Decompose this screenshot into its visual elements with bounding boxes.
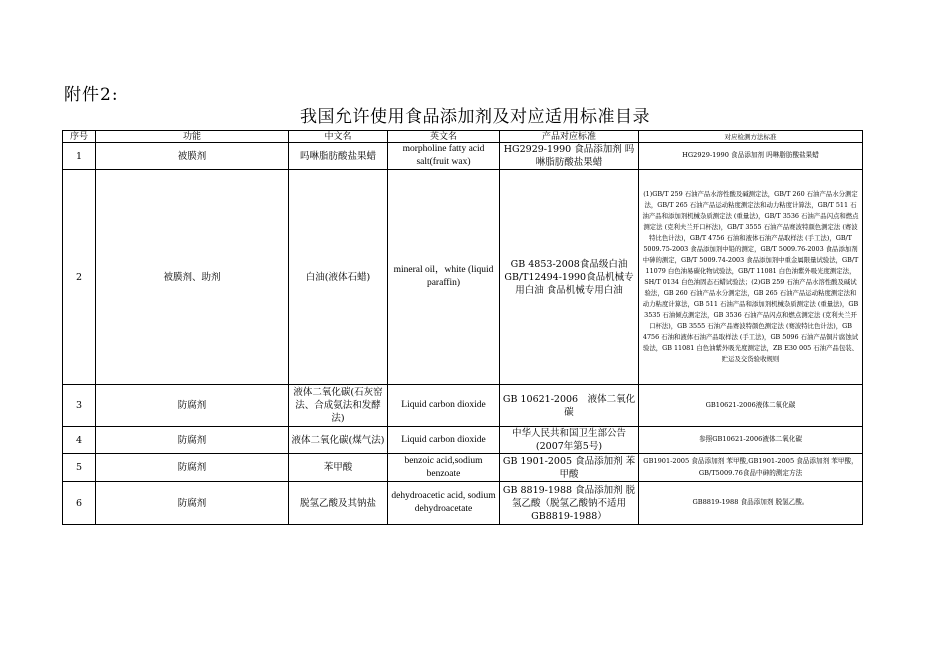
cell-cn-name: 苯甲酸: [289, 454, 388, 482]
cell-en-name: Liquid carbon dioxide: [388, 427, 500, 454]
cell-cn-name: 液体二氧化碳(石灰窑法、合成氨法和发酵法): [289, 385, 388, 427]
cell-function: 防腐剂: [96, 427, 289, 454]
cell-method-standard: GB8819-1988 食品添加剂 脱氢乙酸。: [639, 482, 863, 525]
cell-en-name: Liquid carbon dioxide: [388, 385, 500, 427]
table-row: [63, 482, 863, 525]
cell-method-standard: 参照GB10621-2006液体二氧化碳: [639, 427, 863, 454]
table-row: [63, 170, 863, 385]
cell-function: 防腐剂: [96, 482, 289, 525]
cell-no: 2: [63, 170, 96, 385]
cell-function: 防腐剂: [96, 454, 289, 482]
table-row: [63, 385, 863, 427]
additive-table: [62, 130, 863, 525]
cell-no: 6: [63, 482, 96, 525]
cell-product-standard: GB 4853-2008食品级白油 GB/T12494-1990食品机械专用白油 食品机械专用白油: [500, 170, 639, 385]
header-no: 序号: [63, 131, 96, 143]
header-function: 功能: [96, 131, 289, 143]
cell-cn-name: 液体二氧化碳(煤气法): [289, 427, 388, 454]
page-title: 我国允许使用食品添加剂及对应适用标准目录: [300, 107, 650, 127]
cell-method-standard: (1)GB/T 259 石油产品水溶性酸及碱测定法，GB/T 260 石油产品水分测定法，GB/T 265 石油产品运动粘度测定法和动力粘度计算法，GB/T 511 石油产品和添加剂机械杂质测定法 (重量法)，GB/T 3536 石油产品闪点和燃点测定法 (克利夫兰开口杯法)，GB/T 3555 石油产品赛波特颜色测定法 (赛波特比色计法)，GB/T 4756 石油和液体石油产品取样法 (手工法)，GB/T 5009.75-2003 食品添加剂中铅的测定，GB/T 5009.76-2003 食品添加剂中砷的测定，GB/T 5009.74-2003 食品添加剂中重金属限量试验法，GB/T 11079 白色油易碳化物试验法，GB/T 11081 白色油紫外吸光度测定法，SH/T 0134 白色油固态石蜡试验法；(2)GB 259 石油产品水溶性酸及碱试验法，GB 260 石油产品水分测定法，GB 265 石油产品运动粘度测定法和动力粘度计算法，GB 511 石油产品和添加剂机械杂质测定法 (重量法)，GB 3535 石油倾点测定法，GB 3536 石油产品闪点和燃点测定法 (克利夫兰开口杯法)，GB 3555 石油产品赛波特颜色测定法 (赛波特比色计法)，GB 4756 石油和液体石油产品取样法 (手工法)，GB 5096 石油产品铜片腐蚀试验法，GB 11081 白色油紫外吸光度测定法，ZB E30 005 石油产品包装、贮运及交货验收规则: [639, 170, 863, 385]
table-row: [63, 454, 863, 482]
cell-cn-name: 白油(液体石蜡): [289, 170, 388, 385]
cell-product-standard: GB 1901-2005 食品添加剂 苯甲酸: [500, 454, 639, 482]
attachment-label: 附件2:: [64, 85, 119, 105]
table-header-row: [63, 131, 863, 143]
cell-cn-name: 脱氢乙酸及其钠盐: [289, 482, 388, 525]
cell-method-standard: GB1901-2005 食品添加剂 苯甲酸,GB1901-2005 食品添加剂 苯甲酸，GB/T5009.76食品中砷的测定方法: [639, 454, 863, 482]
cell-function: 被膜剂: [96, 143, 289, 170]
header-product-standard: 产品对应标准: [500, 131, 639, 143]
cell-product-standard: 中华人民共和国卫生部公告(2007年第5号): [500, 427, 639, 454]
cell-method-standard: GB10621-2006液体二氧化碳: [639, 385, 863, 427]
cell-method-standard: HG2929-1990 食品添加剂 吗啉脂肪酸盐果蜡: [639, 143, 863, 170]
cell-en-name: benzoic acid,sodium benzoate: [388, 454, 500, 482]
cell-en-name: morpholine fatty acid salt(fruit wax): [388, 143, 500, 170]
cell-en-name: dehydroacetic acid, sodium dehydroacetate: [388, 482, 500, 525]
cell-no: 5: [63, 454, 96, 482]
cell-no: 1: [63, 143, 96, 170]
cell-product-standard: GB 10621-2006 液体二氧化碳: [500, 385, 639, 427]
table-row: [63, 143, 863, 170]
cell-no: 3: [63, 385, 96, 427]
cell-function: 被膜剂、助剂: [96, 170, 289, 385]
header-method-standard: 对应检测方法标准: [639, 131, 863, 143]
cell-function: 防腐剂: [96, 385, 289, 427]
header-en-name: 英文名: [388, 131, 500, 143]
cell-cn-name: 吗啉脂肪酸盐果蜡: [289, 143, 388, 170]
table-row: [63, 427, 863, 454]
cell-product-standard: GB 8819-1988 食品添加剂 脱氢乙酸（脱氢乙酸钠不适用GB8819-1988）: [500, 482, 639, 525]
header-cn-name: 中文名: [289, 131, 388, 143]
cell-en-name: mineral oil，white (liquid paraffin): [388, 170, 500, 385]
cell-product-standard: HG2929-1990 食品添加剂 吗啉脂肪酸盐果蜡: [500, 143, 639, 170]
cell-no: 4: [63, 427, 96, 454]
